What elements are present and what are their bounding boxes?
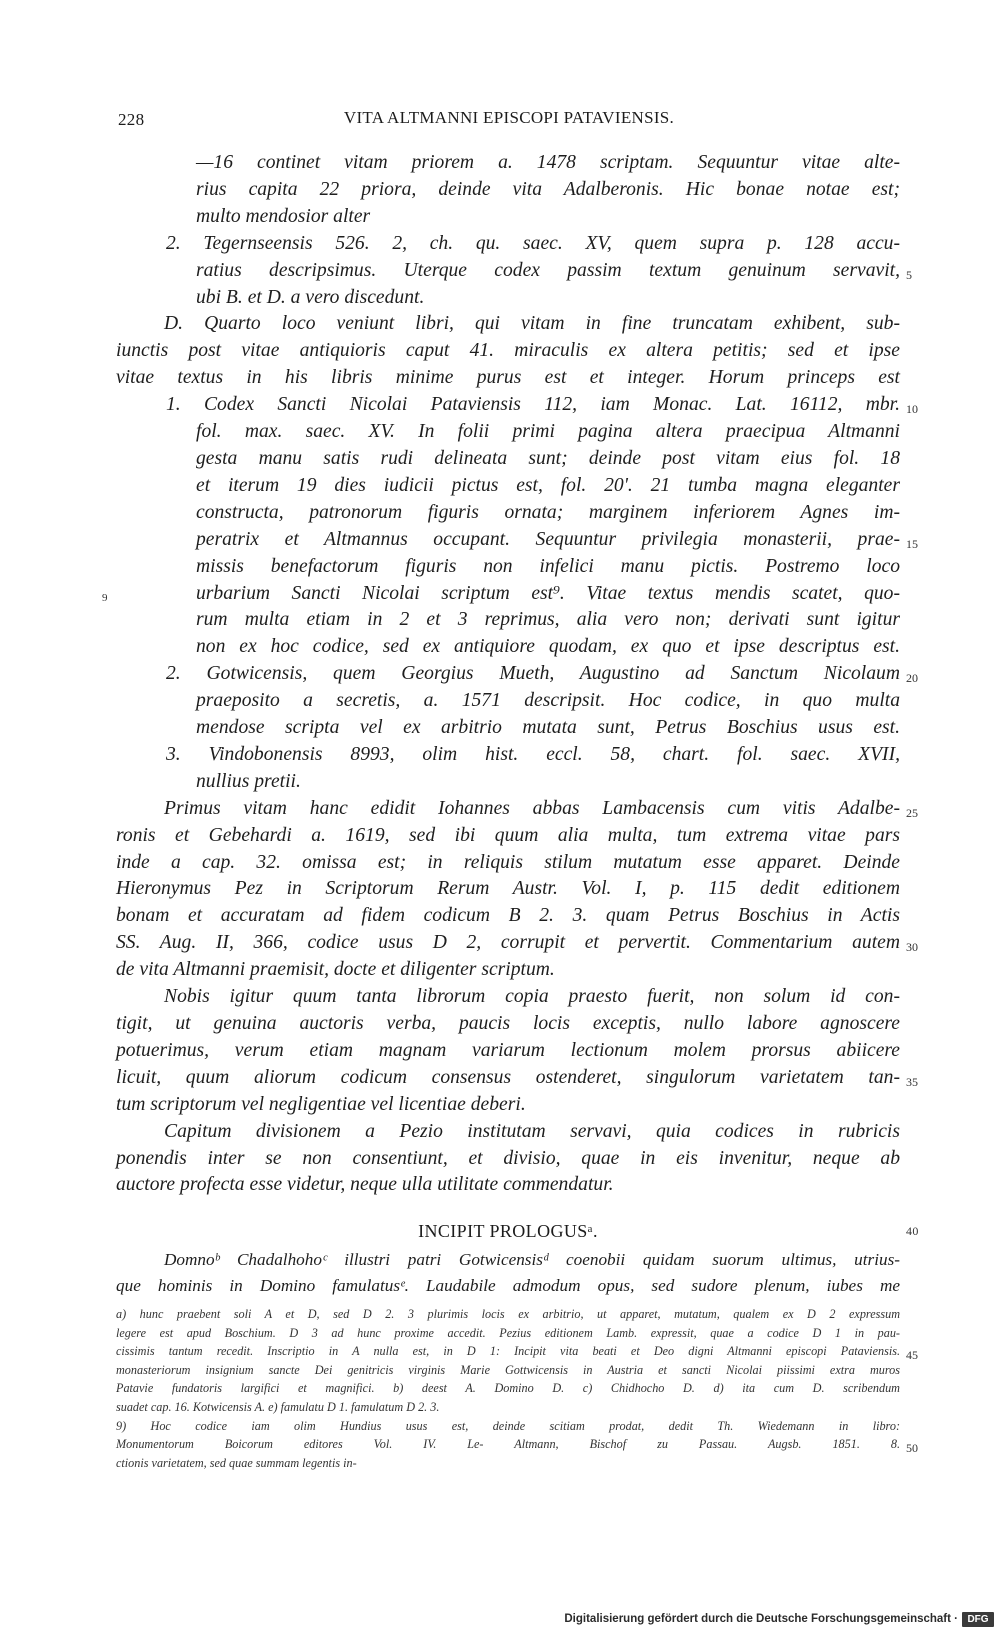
text-line [116, 876, 900, 903]
text-line [116, 1361, 900, 1380]
line-text: ponendis inter se non consentiunt, et divisio, quae in eis invenitur, neque ab [116, 1147, 900, 1169]
text-line [116, 419, 900, 446]
text-line [102, 581, 900, 608]
line-number: 40 [906, 1224, 919, 1238]
page-header [118, 108, 900, 134]
text-line [116, 796, 918, 823]
funding-credit: Digitalisierung gefördert durch die Deutsche Forschungsgemeinschaft · [564, 1613, 958, 1625]
line-text: auctore profecta esse videtur, neque ulla utilitate commendatur. [116, 1174, 614, 1196]
margin-footnote-ref: 9 [102, 591, 108, 604]
text-line [116, 1172, 900, 1199]
text-line [116, 1273, 900, 1299]
line-text: rius capita 22 priora, deinde vita Adalberonis. Hic bonae notae est; [196, 178, 900, 200]
text-line [116, 177, 900, 204]
line-text: tigit, ut genuina auctoris verba, paucis locis exceptis, nullo labore agnoscere [116, 1013, 900, 1034]
text-line [116, 1324, 900, 1343]
text-line [116, 1146, 900, 1173]
text-line [116, 1417, 900, 1436]
digitization-footer [0, 1612, 1000, 1629]
text-line [116, 742, 900, 769]
line-text: 2. Gotwicensis, quem Georgius Mueth, Augustino ad Sanctum Nicolaum [166, 663, 900, 685]
text-line [116, 1379, 900, 1398]
line-text: urbarium Sancti Nicolai scriptum est⁹. Vitae textus mendis scatet, quo- [196, 582, 900, 604]
line-text: fol. max. saec. XV. In folii primi pagina altera praecipua Altmanni [196, 421, 900, 443]
running-title: VITA ALTMANNI EPISCOPI PATAVIENSIS. [343, 108, 675, 127]
line-text: ronis et Gebehardi a. 1619, sed ibi quum alia multa, tum extrema vitae pars [116, 824, 900, 846]
line-text: rum multa etiam in 2 et 3 reprimus, alia vero non; derivati sunt igitur [196, 609, 900, 631]
section-heading [116, 1221, 919, 1242]
text-line [116, 1092, 900, 1119]
line-text: Nobis igitur quum tanta librorum copia praesto fuerit, non solum id con- [164, 986, 900, 1008]
text-line [116, 500, 900, 527]
text-line [116, 527, 918, 554]
line-text: tum scriptorum vel negligentiae vel licentiae deberi. [116, 1093, 526, 1115]
footnotes [116, 1305, 918, 1472]
text-line [116, 1398, 900, 1417]
line-number: 30 [906, 940, 918, 955]
text-line [116, 554, 900, 581]
line-text: D. Quarto loco veniunt libri, qui vitam in fine truncatam exhibent, sub- [164, 313, 900, 335]
text-line [116, 1342, 918, 1363]
line-text: vitae textus in his libris minime purus est et integer. Horum princeps est [116, 367, 900, 389]
line-text: monasteriorum insignium sancte Dei genitricis virginis Marie Gottwicensis in Austria et sancti Nicolai piissimi extra muros [116, 1362, 900, 1377]
line-number: 20 [906, 671, 918, 686]
text-line [116, 338, 900, 365]
line-text: multo mendosior alter [196, 205, 371, 227]
text-line [116, 1435, 918, 1456]
text-line [116, 258, 912, 285]
line-text: ubi B. et D. a vero discedunt. [196, 286, 425, 308]
line-number: 5 [906, 267, 912, 282]
text-line [116, 204, 900, 231]
line-number: 35 [906, 1074, 918, 1089]
heading-text: INCIPIT PROLOGUSᵃ. [418, 1221, 598, 1241]
line-text: Primus vitam hanc edidit Iohannes abbas Lambacensis cum vitis Adalbe- [164, 797, 900, 819]
line-text: que hominis in Domino famulatusᵉ. Laudabile admodum opus, sed sudore plenum, iubes me [116, 1276, 900, 1295]
line-text: Monumentorum Boicorum editores Vol. IV. Le- Altmann, Bischof zu Passau. Augsb. 1851. 8. [116, 1437, 900, 1452]
text-line [116, 1011, 900, 1038]
text-line [116, 231, 900, 258]
line-text: praeposito a secretis, a. 1571 descripsit. Hoc codice, in quo multa [196, 690, 900, 712]
text-line [116, 285, 900, 312]
line-text: non ex hoc codice, sed ex antiquiore quodam, ex quo et ipse descriptus est. [196, 636, 900, 658]
text-line [116, 823, 900, 850]
line-text: a) hunc praebent soli A et D, sed D 2. 3 plurimis locis ex arbitrio, ut apparet, mutatum, qualem ex D 2 expressum [116, 1307, 900, 1321]
text-line [116, 1247, 900, 1273]
line-text: peratrix et Altmannus occupant. Sequuntur privilegia monasterii, prae- [196, 528, 900, 550]
line-text: 2. Tegernseensis 526. 2, ch. qu. saec. XV, quem supra p. 128 accu- [166, 232, 900, 254]
line-text: legere est apud Boschium. D 3 ad hunc proxime accedit. Pezius editionem Lamb. expressit, quae a codice D 1 in pau- [116, 1325, 900, 1340]
text-line [116, 715, 900, 742]
line-text: nullius pretii. [196, 770, 301, 792]
line-number: 15 [906, 536, 918, 551]
line-text: missis benefactorum figuris non infelici manu pictis. Postremo loco [196, 555, 900, 577]
line-text: gesta manu satis rudi delineata sunt; deinde post vitam eius fol. 18 [196, 447, 900, 469]
text-line [116, 634, 900, 661]
text-line [116, 903, 900, 930]
line-text: Hieronymus Pez in Scriptorum Rerum Austr. Vol. I, p. 115 dedit editionem [116, 878, 900, 900]
line-number: 25 [906, 805, 918, 820]
text-line [116, 446, 900, 473]
line-text: potuerimus, verum etiam magnam variarum lectionum molem prorsus abiicere [116, 1039, 900, 1061]
line-text: 9) Hoc codice iam olim Hundius usus est, deinde scitiam prodat, dedit Th. Wiedemann in libro: [116, 1418, 900, 1433]
prologue-text [116, 1247, 900, 1299]
line-number: 45 [906, 1348, 918, 1363]
line-text: cissimis tantum recedit. Inscriptio in A nulla est, in D 1: Incipit vita beati et Deo digni Altmanni episcopi Pataviensis. [116, 1344, 900, 1359]
line-text: bonam et accuratam ad fidem codicum B 2. 3. quam Petrus Boschius in Actis [116, 905, 900, 927]
text-line [116, 392, 918, 419]
line-text: de vita Altmanni praemisit, docte et diligenter scriptum. [116, 959, 555, 981]
line-text: inde a cap. 32. omissa est; in reliquis stilum mutatum esse apparet. Deinde [116, 851, 900, 873]
text-line [116, 984, 900, 1011]
text-line [116, 1119, 900, 1146]
text-line [116, 850, 900, 877]
line-text: Capitum divisionem a Pezio institutam servavi, quia codices in rubricis [164, 1120, 900, 1142]
line-text: ratius descripsimus. Uterque codex passim textum genuinum servavit, [196, 259, 900, 281]
text-line [116, 1038, 900, 1065]
text-line [116, 607, 900, 634]
line-number: 10 [906, 402, 918, 417]
text-line [116, 957, 900, 984]
text-line [116, 930, 918, 957]
line-text: constructa, patronorum figuris ornata; marginem inferiorem Agnes im- [196, 501, 900, 523]
line-text: 3. Vindobonensis 8993, olim hist. eccl. 58, chart. fol. saec. XVII, [166, 743, 900, 765]
line-text: mendose scripta vel ex arbitrio mutata sunt, Petrus Boschius usus est. [196, 717, 900, 739]
text-line [116, 1065, 918, 1092]
line-text: 1. Codex Sancti Nicolai Pataviensis 112, iam Monac. Lat. 16112, mbr. [166, 394, 900, 416]
line-text: licuit, quum aliorum codicum consensus ostenderet, singulorum varietatem tan- [116, 1066, 900, 1088]
main-text [102, 150, 918, 1199]
line-number: 50 [906, 1441, 918, 1456]
line-text: suadet cap. 16. Kotwicensis A. e) famulatu D 1. famulatum D 2. 3. [116, 1399, 440, 1414]
text-line [116, 473, 900, 500]
dfg-logo: DFG [962, 1612, 994, 1627]
text-line [116, 661, 918, 688]
line-text: Domnoᵇ Chadalhohoᶜ illustri patri Gotwicensisᵈ coenobii quidam suorum ultimus, utrius- [164, 1250, 900, 1269]
line-text: et iterum 19 dies iudicii pictus est, fol. 20'. 21 tumba magna eleganter [196, 474, 900, 496]
line-text: SS. Aug. II, 366, codice usus D 2, corrupit et pervertit. Commentarium autem [116, 932, 900, 954]
line-text: ctionis varietatem, sed quae summam legentis in- [116, 1455, 357, 1470]
line-text: Patavie fundatoris largifici et magnifici. b) deest A. Domino D. c) Chidhocho D. d) ita cum D. scribendum [116, 1381, 900, 1396]
text-line [116, 769, 900, 796]
text-line [116, 311, 900, 338]
text-line [116, 1454, 900, 1473]
page-number: 228 [118, 110, 145, 129]
text-line [116, 1305, 900, 1324]
text-line [116, 688, 900, 715]
line-text: —16 continet vitam priorem a. 1478 scriptam. Sequuntur vitae alte- [196, 152, 900, 173]
text-line [116, 365, 900, 392]
line-text: iunctis post vitae antiquioris caput 41. miraculis ex altera petitis; sed et ipse [116, 340, 900, 362]
text-line [116, 150, 900, 177]
